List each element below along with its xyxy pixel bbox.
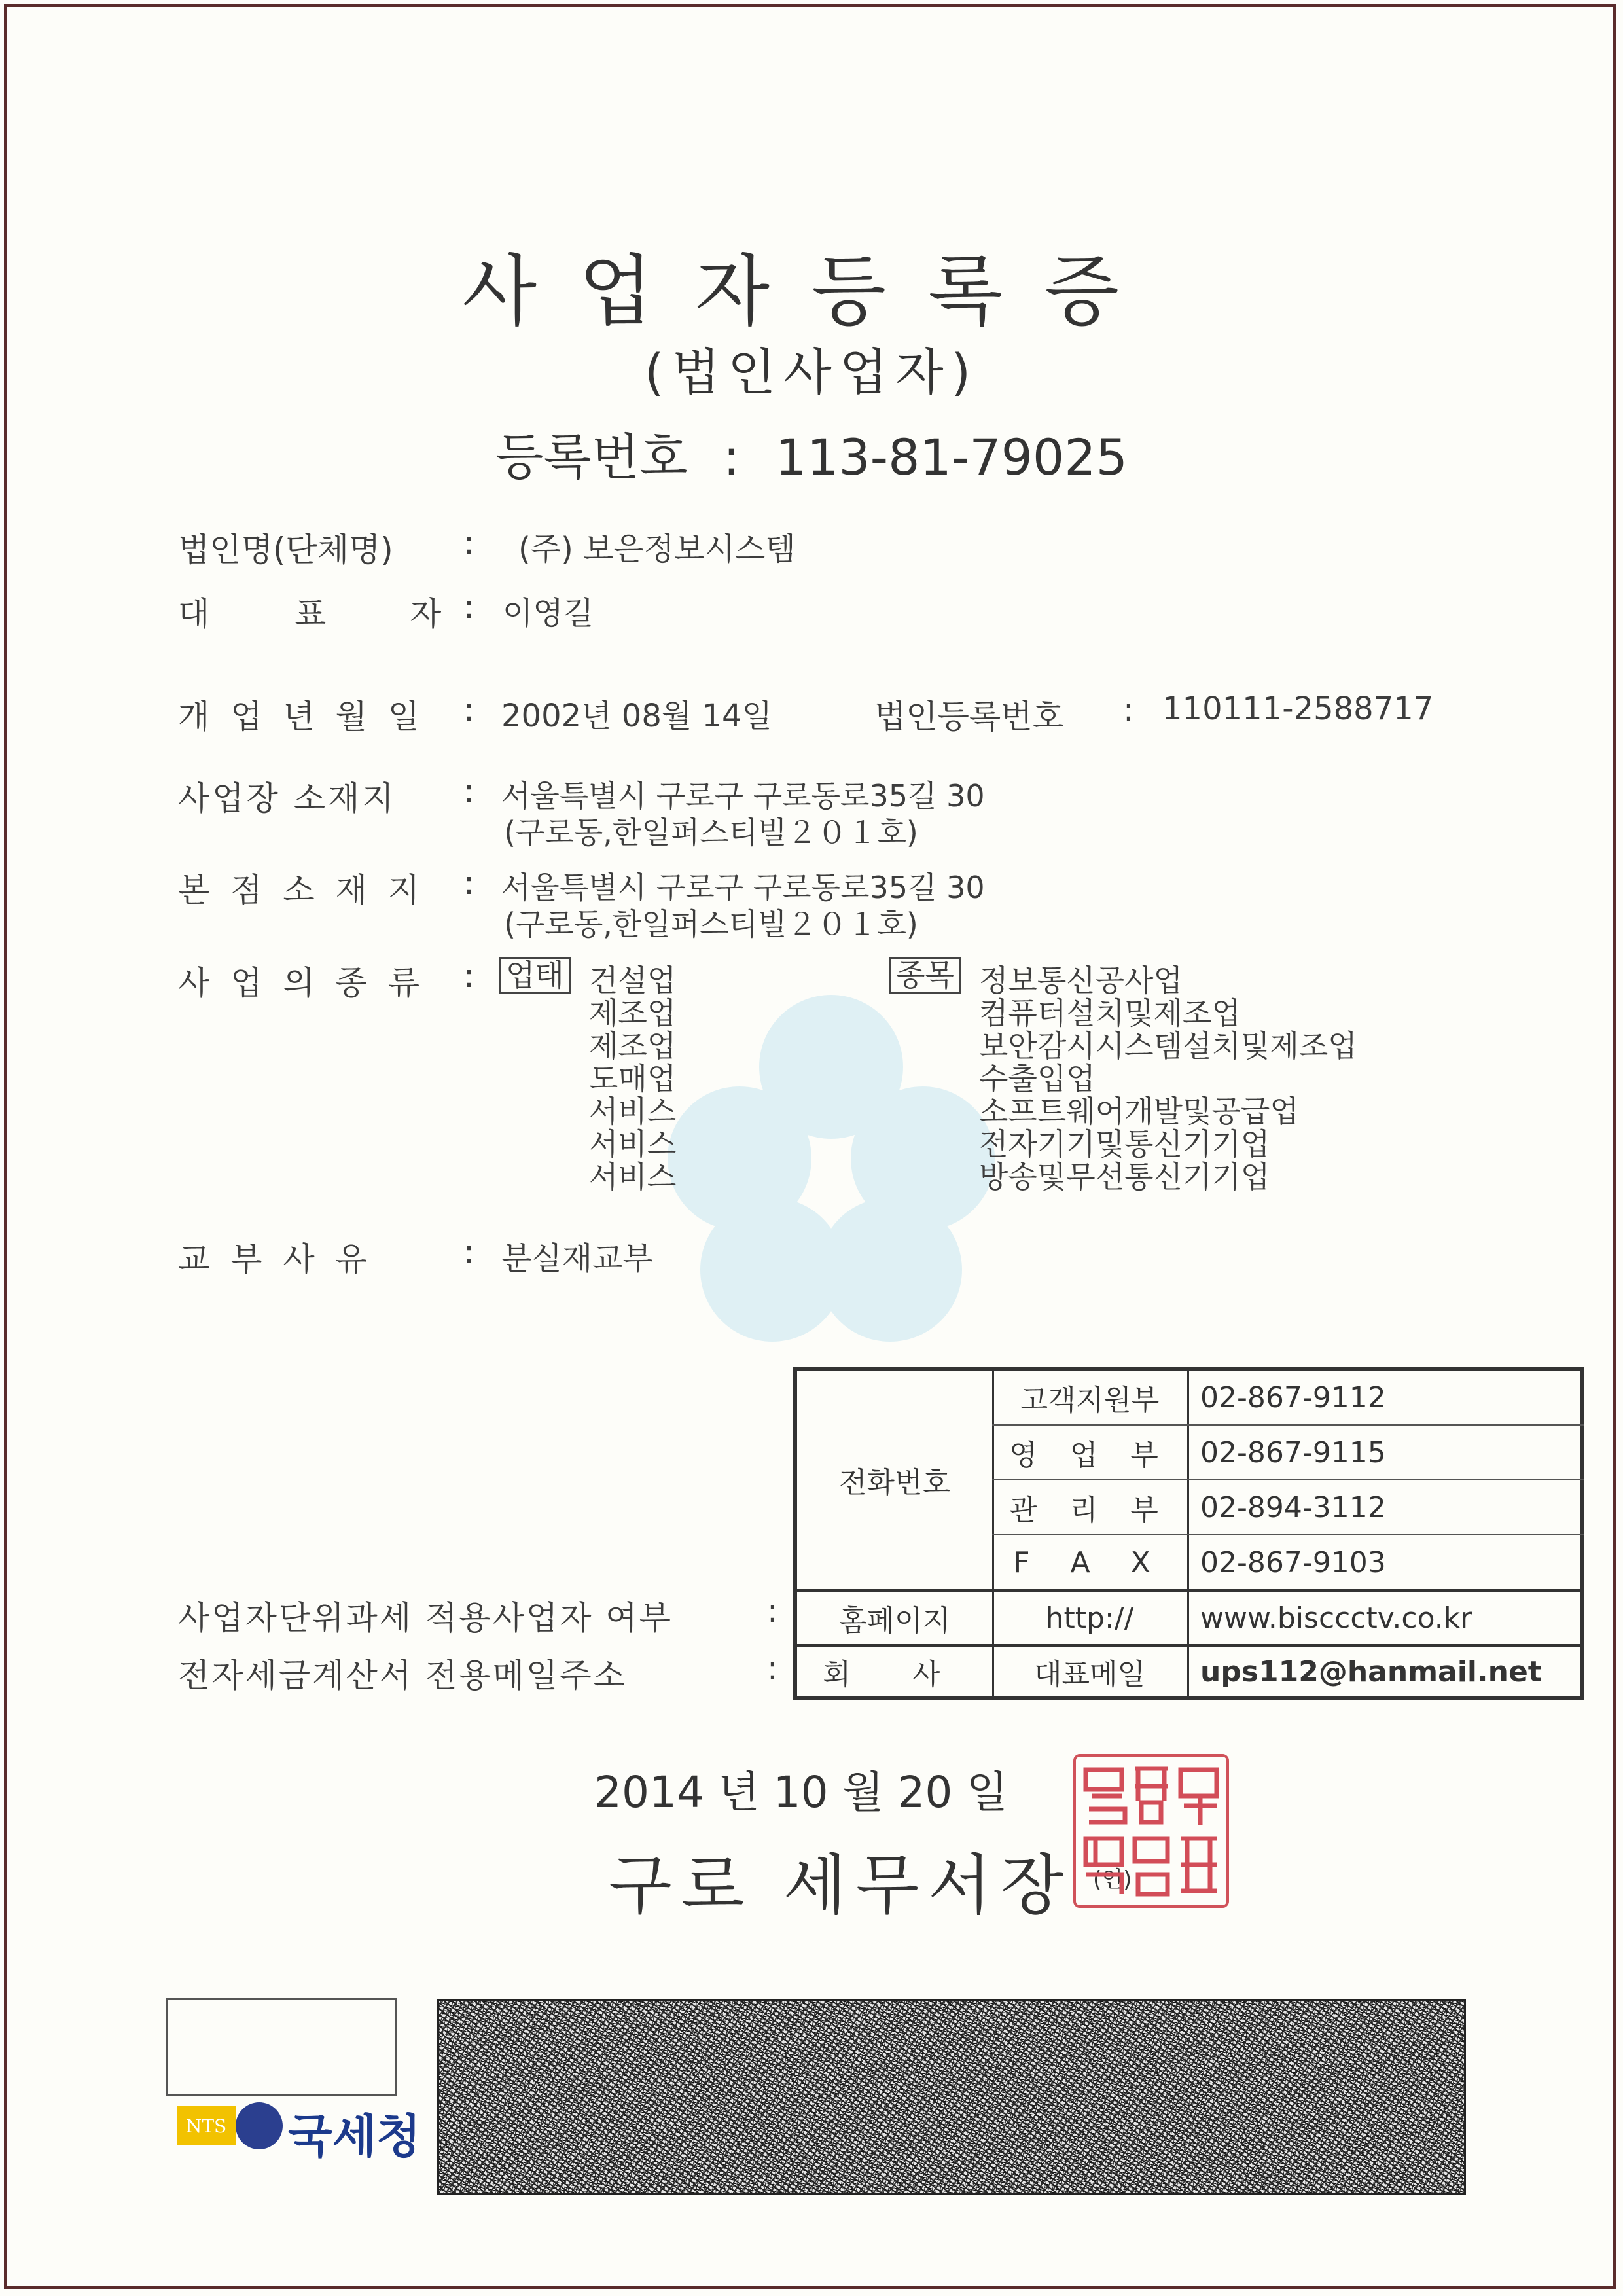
uptae-item: 제조업 (589, 996, 677, 1031)
colon: : (767, 1592, 778, 1630)
watermark-emblem (661, 982, 1001, 1388)
biz-type-label: 사 업 의 종 류 (178, 964, 425, 1002)
hq-location-line1: 서울특별시 구로구 구로동로35길 30 (501, 870, 985, 905)
document-subtitle: (법인사업자) (644, 343, 979, 401)
colon: : (463, 772, 474, 810)
uptae-item: 건설업 (589, 963, 677, 998)
phone-table (793, 1367, 1584, 1700)
phone-dept: 영 업 부 (1009, 1439, 1170, 1472)
biz-location-label: 사업장 소재지 (178, 780, 397, 817)
jongmok-item: 수출입업 (979, 1061, 1096, 1096)
rep-label-3: 자 (410, 595, 442, 633)
document-title: 사업자등록증 (462, 246, 1161, 336)
colon: : (463, 1233, 474, 1271)
registration-number: 113-81-79025 (775, 428, 1128, 486)
uptae-item: 서비스 (589, 1159, 677, 1194)
hq-location-label: 본 점 소 재 지 (178, 871, 425, 909)
uptae-item: 도매업 (589, 1061, 677, 1096)
security-noise-pattern (437, 1999, 1466, 2195)
registration-number-line (0, 418, 1623, 489)
seal-mark: (인) (1093, 1867, 1132, 1893)
colon: : (767, 1649, 778, 1687)
rep-label-2: 표 (294, 595, 327, 633)
colon: : (1123, 691, 1134, 728)
registration-number-label: 등록번호 (495, 428, 688, 486)
issue-reason: 분실재교부 (501, 1240, 653, 1277)
phone-header: 전화번호 (838, 1466, 950, 1499)
uptae-label: 업태 (499, 957, 571, 994)
rep-label-1: 대 (178, 595, 210, 633)
homepage-label: 홈페이지 (838, 1604, 950, 1638)
registration-number-colon: : (722, 428, 740, 486)
issue-date: 2014 년 10 월 20 일 (594, 1767, 1008, 1818)
phone-number: 02-894-3112 (1200, 1490, 1386, 1524)
biz-location-line1: 서울특별시 구로구 구로동로35길 30 (501, 778, 985, 814)
phone-number: 02-867-9115 (1200, 1435, 1386, 1469)
open-date: 2002년 08월 14일 (501, 698, 772, 734)
corp-reg-label: 법인등록번호 (874, 698, 1064, 736)
nts-emblem-icon (236, 2102, 283, 2149)
official-seal (1073, 1754, 1229, 1908)
phone-dept: 관 리 부 (1009, 1494, 1170, 1527)
homepage-url[interactable]: www.bisccctv.co.kr (1200, 1601, 1472, 1635)
jongmok-item: 방송및무선통신기기업 (979, 1159, 1270, 1194)
blank-photo-box (166, 1998, 397, 2096)
jongmok-item: 소프트웨어개발및공급업 (979, 1094, 1299, 1129)
uptae-item: 서비스 (589, 1094, 677, 1129)
company-email[interactable]: ups112@hanmail.net (1200, 1655, 1542, 1689)
jongmok-item: 전자기기및통신기기업 (979, 1126, 1270, 1162)
colon: : (463, 524, 474, 562)
jongmok-item: 컴퓨터설치및제조업 (979, 996, 1241, 1031)
phone-dept: F A X (1013, 1545, 1166, 1579)
representative-name: 이영길 (503, 595, 594, 632)
issue-reason-label: 교 부 사 유 (178, 1240, 372, 1278)
phone-number: 02-867-9103 (1200, 1545, 1386, 1579)
email-sub-label: 대표메일 (1033, 1658, 1145, 1691)
hq-location-line2: (구로동,한일퍼스티빌２０１호) (504, 906, 918, 942)
email-label: 전자세금계산서 전용메일주소 (178, 1657, 627, 1695)
nts-name: 국세청 (288, 2109, 421, 2163)
biz-location-line2: (구로동,한일퍼스티빌２０１호) (504, 815, 918, 850)
unit-tax-label: 사업자단위과세 적용사업자 여부 (178, 1599, 673, 1637)
uptae-item: 제조업 (589, 1028, 677, 1064)
nts-logo-icon: NTS (177, 2106, 236, 2145)
corp-reg-number: 110111-2588717 (1162, 691, 1434, 727)
corp-name-label: 법인명(단체명) (178, 531, 393, 569)
jongmok-item: 보안감시시스템설치및제조업 (979, 1028, 1357, 1064)
colon: : (463, 957, 474, 995)
uptae-item: 서비스 (589, 1126, 677, 1162)
jongmok-label: 종목 (889, 957, 961, 994)
phone-dept: 고객지원부 (1020, 1384, 1160, 1417)
phone-number: 02-867-9112 (1200, 1380, 1386, 1414)
homepage-scheme: http:// (1045, 1601, 1134, 1635)
open-date-label: 개 업 년 월 일 (178, 698, 425, 736)
tax-office-name: 구로 세무서장 (609, 1847, 1073, 1924)
colon: : (463, 691, 474, 728)
corp-name: (주) 보은정보시스템 (518, 531, 796, 567)
seal-pattern-icon (1076, 1757, 1226, 1905)
colon: : (463, 864, 474, 902)
colon: : (463, 588, 474, 626)
company-label: 회 사 (823, 1658, 967, 1691)
jongmok-item: 정보통신공사업 (979, 963, 1183, 998)
